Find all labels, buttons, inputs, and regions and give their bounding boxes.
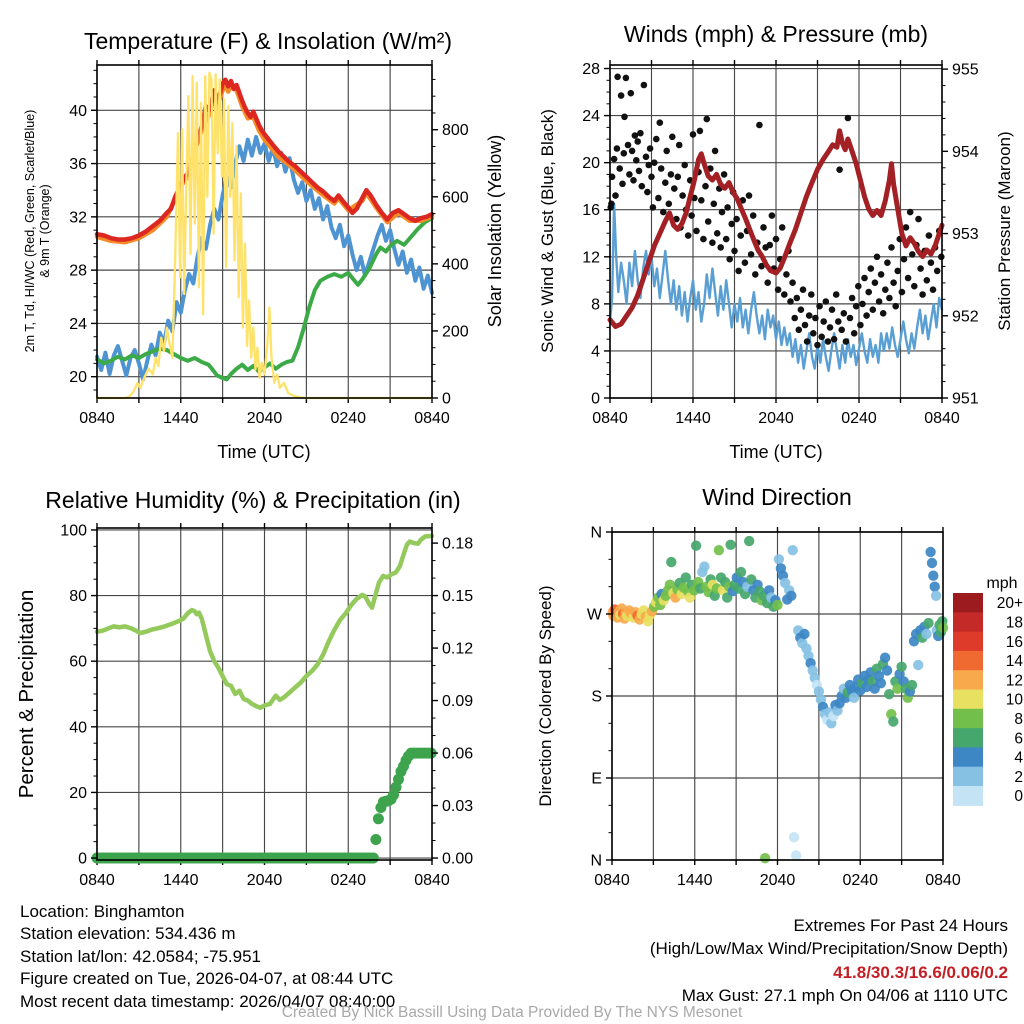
colorbar-label: 0 [1014, 788, 1023, 806]
x-tick-label: 2040 [758, 410, 794, 427]
y-tick-label: 16 [582, 202, 600, 220]
colorbar-label: 16 [1005, 633, 1023, 651]
y-tick-label: 0.00 [442, 850, 474, 868]
extremes-heading: Extremes For Past 24 Hours [793, 916, 1008, 935]
y-tick-label: 0.18 [442, 535, 474, 553]
colorbar-label: 10 [1005, 691, 1023, 709]
colorbar-swatch [953, 747, 983, 767]
y-tick-label: 951 [952, 390, 979, 408]
y-tick-label: 0.09 [442, 693, 474, 711]
tl-ylabel-left-line1: 2m T, Td, HI/WC (Red, Green, Scarlet/Blue) [23, 109, 37, 353]
colorbar-swatch [953, 767, 983, 787]
y-tick-label: 100 [60, 522, 87, 540]
winds-pressure-chart [582, 60, 979, 427]
colorbar-swatch [953, 651, 983, 671]
colorbar-label: 6 [1014, 730, 1023, 748]
tr-ylabel-right: Station Pressure (Maroon) [995, 131, 1014, 331]
tr-xlabel: Time (UTC) [729, 442, 823, 462]
y-tick-label: 600 [442, 189, 469, 207]
x-tick-label: 1440 [162, 872, 199, 889]
y-tick-label: 0.06 [442, 745, 474, 763]
br-ylabel-left: Direction (Colored By Speed) [536, 585, 555, 807]
colorbar-label: 14 [1005, 653, 1023, 671]
x-tick-label: 0240 [330, 410, 367, 427]
y-tick-label: 24 [582, 108, 600, 126]
colorbar-label: 8 [1014, 710, 1023, 728]
colorbar-swatch [953, 670, 983, 690]
x-tick-label: 0840 [79, 410, 115, 427]
tr-title: Winds (mph) & Pressure (mb) [623, 21, 929, 47]
colorbar-label: 18 [1005, 614, 1023, 632]
y-tick-label: 28 [69, 262, 87, 280]
x-tick-label: 0840 [924, 410, 960, 427]
colorbar-swatch [953, 709, 983, 729]
y-tick-label: 20 [582, 155, 600, 173]
x-tick-label: 0840 [79, 872, 115, 889]
tr-ylabel-left: Sonic Wind & Gust (Blue, Black) [538, 109, 557, 353]
tl-title: Temperature (F) & Insolation (W/m²) [83, 28, 453, 54]
x-tick-label: 1440 [675, 410, 711, 427]
x-tick-label: 0240 [842, 872, 879, 889]
y-tick-label: E [591, 770, 602, 788]
x-tick-label: 1440 [162, 410, 199, 427]
y-tick-label: 0 [78, 850, 87, 868]
y-tick-label: 12 [582, 249, 600, 267]
station-latlon: Station lat/lon: 42.0584; -75.951 [20, 946, 262, 966]
y-tick-label: 40 [69, 102, 87, 120]
colorbar-swatch [953, 786, 983, 806]
y-tick-label: 40 [69, 719, 87, 737]
y-tick-label: 32 [69, 209, 87, 227]
data-timestamp: Most recent data timestamp: 2026/04/07 08:40:00 [20, 991, 396, 1011]
y-tick-label: 60 [69, 653, 87, 671]
colorbar-swatch [953, 690, 983, 710]
colorbar-label: 4 [1014, 749, 1023, 767]
extremes-info [650, 914, 1008, 1008]
figure-created: Figure created on Tue, 2026-04-07, at 08:44 UTC [20, 969, 394, 989]
y-tick-label: 953 [952, 226, 979, 244]
station-elevation: Station elevation: 534.436 m [20, 924, 236, 944]
wind-direction-chart [587, 525, 1023, 890]
colorbar-label: 2 [1014, 768, 1023, 786]
x-tick-label: 0840 [414, 872, 450, 889]
y-tick-label: 800 [442, 122, 469, 140]
bl-title: Relative Humidity (%) & Precipitation (in) [45, 487, 461, 513]
humidity-precipitation-chart [60, 522, 473, 889]
y-tick-label: 952 [952, 308, 979, 326]
y-tick-label: 28 [582, 61, 600, 79]
y-tick-label: N [590, 524, 602, 542]
tl-ylabel-left-line2: & 9m T (Orange) [38, 184, 52, 278]
colorbar-swatch [953, 612, 983, 632]
y-tick-label: 955 [952, 61, 979, 79]
y-tick-label: 8 [591, 296, 600, 314]
bl-ylabel-left: Percent & Precipitation [15, 589, 38, 799]
colorbar-swatch [953, 728, 983, 748]
colorbar-swatch [953, 632, 983, 652]
y-tick-label: 4 [591, 343, 600, 361]
x-tick-label: 0840 [925, 872, 961, 889]
colorbar-title: mph [986, 575, 1018, 592]
y-tick-label: N [590, 852, 602, 870]
colorbar-swatch [953, 593, 983, 613]
x-tick-label: 0240 [841, 410, 877, 427]
x-tick-label: 0240 [330, 872, 367, 889]
y-tick-label: 954 [952, 143, 979, 161]
max-gust: Max Gust: 27.1 mph On 04/06 at 1110 UTC [681, 986, 1008, 1006]
credit-line: Created By Nick Bassill Using Data Provided By The NYS Mesonet [281, 1004, 743, 1021]
y-tick-label: 0.12 [442, 640, 474, 658]
y-tick-label: 0 [442, 390, 451, 408]
colorbar-label: 12 [1005, 672, 1023, 690]
y-tick-label: 80 [69, 588, 87, 606]
y-tick-label: 20 [69, 369, 87, 387]
y-tick-label: 200 [442, 323, 469, 341]
y-tick-label: 24 [69, 315, 87, 333]
y-tick-label: W [586, 606, 602, 624]
x-tick-label: 0840 [592, 410, 628, 427]
x-tick-label: 0840 [594, 872, 630, 889]
station-location: Location: Binghamton [20, 902, 185, 921]
tl-ylabel-right: Solar Insolation (Yellow) [485, 134, 505, 328]
br-title: Wind Direction [702, 484, 852, 510]
y-tick-label: 0.03 [442, 798, 474, 816]
x-tick-label: 0840 [414, 410, 450, 427]
colorbar-label: 20+ [996, 595, 1023, 613]
extremes-values: 41.8/30.3/16.6/0.06/0.2 [833, 962, 1008, 982]
y-tick-label: 20 [69, 784, 87, 802]
temperature-insolation-chart [69, 60, 469, 427]
y-tick-label: S [591, 688, 602, 706]
y-tick-label: 36 [69, 156, 87, 174]
extremes-subheading: (High/Low/Max Wind/Precipitation/Snow Depth) [649, 939, 1008, 959]
station-info [20, 901, 395, 1013]
y-tick-label: 400 [442, 256, 469, 274]
x-tick-label: 2040 [246, 872, 283, 889]
x-tick-label: 1440 [676, 872, 713, 889]
y-tick-label: 0 [591, 390, 600, 408]
x-tick-label: 2040 [246, 410, 283, 427]
y-tick-label: 0.15 [442, 588, 474, 606]
x-tick-label: 2040 [759, 872, 796, 889]
tl-xlabel: Time (UTC) [217, 442, 311, 462]
